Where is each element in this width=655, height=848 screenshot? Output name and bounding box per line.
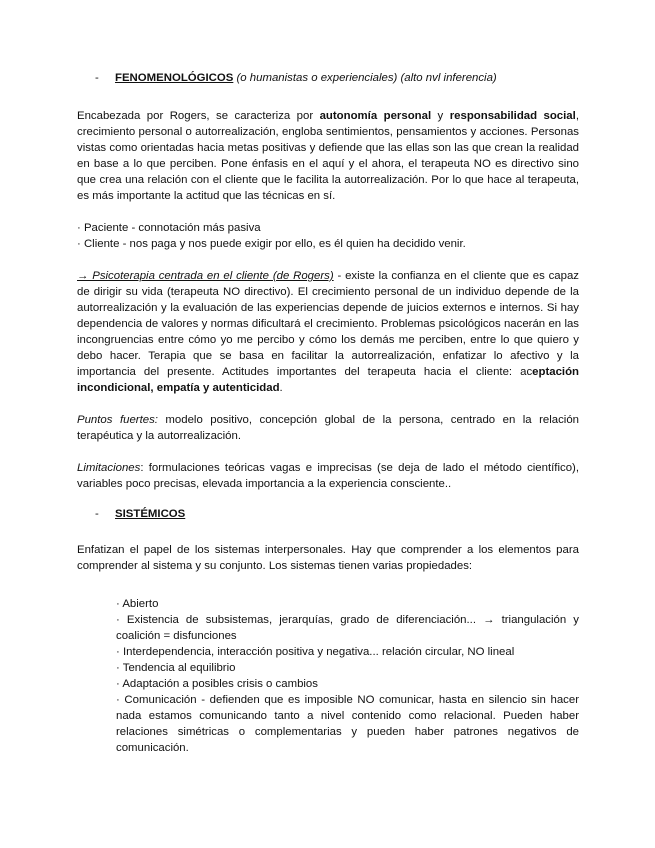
rogers-text-2: . <box>279 382 283 394</box>
systems-intro-paragraph: Enfatizan el papel de los sistemas interpersonales. Hay que comprender a los elementos para comprender al sistema y su conjunto. Los sistemas tienen varias propiedades: <box>77 544 579 572</box>
list-item: · Paciente - connotación más pasiva <box>77 222 261 234</box>
section-heading-fenomenologicos <box>95 70 579 86</box>
heading-dash: - <box>95 508 99 520</box>
section-heading-sistemicos <box>95 506 579 522</box>
rogers-link[interactable]: → Psicoterapia centrada en el cliente (de Rogers) <box>77 270 334 282</box>
limitations-label: Limitaciones <box>77 462 141 474</box>
intro-text-2: y <box>431 110 450 122</box>
roles-list <box>77 220 579 252</box>
heading-dash: - <box>95 72 99 84</box>
strengths-paragraph <box>77 412 579 444</box>
list-item: · Existencia de subsistemas, jerarquías, grado de diferenciación... → triangulación y coalición = disfunciones <box>116 614 579 642</box>
heading-title: FENOMENOLÓGICOS <box>115 72 234 84</box>
limitations-text: : formulaciones teóricas vagas e imprecisas (se deja de lado el método científico), variables poco precisas, elevada importancia a la experiencia consciente.. <box>77 462 579 490</box>
strengths-text: modelo positivo, concepción global de la persona, centrado en la relación terapéutica y la autorrealización. <box>77 414 579 442</box>
strengths-label: Puntos fuertes: <box>77 414 158 426</box>
rogers-paragraph <box>77 268 579 396</box>
intro-text-1: Encabezada por Rogers, se caracteriza por <box>77 110 320 122</box>
list-item: · Comunicación - defienden que es imposible NO comunicar, hasta en silencio sin hacer nada estamos comunicando tanto a nivel contenido como relacional. Pueden haber relaciones simétricas o complementarias y pueden haber patrones negativos de comunicación. <box>116 694 579 754</box>
intro-bold-responsabilidad: responsabilidad social <box>449 110 576 122</box>
list-item: · Adaptación a posibles crisis o cambios <box>116 678 318 690</box>
list-item: · Interdependencia, interacción positiva y negativa... relación circular, NO lineal <box>116 646 515 658</box>
rogers-text-1: - existe la confianza en el cliente que es capaz de dirigir su vida (terapeuta NO directivo). El crecimiento personal de un individuo depende de la autorrealización y la evaluación de las experiencias depende de juicios externos e internos. Si hay dependencia de valores y normas dificultará el crecimiento. Problemas psicológicos nacerán en las incongruencias entre cómo yo me percibo y cómo los demás me perciben, entre lo que quiero y debo hacer. Terapia que se basa en facilitar la autorrealización, enfatizar lo afectivo y la importancia del presente. Actitudes importantes del terapeuta hacia el cliente: ac <box>77 270 579 378</box>
limitations-paragraph <box>77 460 579 492</box>
intro-text-3: , crecimiento personal o autorrealización, engloba sentimientos, pensamientos y acciones. Personas vistas como orientadas hacia metas positivas y defiende que las ellas son las que crean la realidad en base a lo que perciben. Pone énfasis en el aquí y el ahora, el terapeuta NO es directivo sino que crea una relación con el cliente que le facilita la autorrealización. Por lo que hace al terapeuta, es más importante la actitud que las técnicas en sí. <box>77 110 579 202</box>
heading-title: SISTÉMICOS <box>115 508 186 520</box>
list-item: · Abierto <box>116 598 159 610</box>
heading-subtitle: (o humanistas o experienciales) (alto nvl inferencia) <box>233 72 497 84</box>
list-item: · Cliente - nos paga y nos puede exigir por ello, es él quien ha decidido venir. <box>77 238 466 250</box>
properties-list <box>116 596 579 756</box>
intro-paragraph <box>77 108 579 204</box>
intro-bold-autonomia: autonomía personal <box>319 110 432 122</box>
list-item: · Tendencia al equilibrio <box>116 662 236 674</box>
rogers-bold-attitudes: eptación incondicional, empatía y autenticidad <box>77 366 579 394</box>
document-page <box>77 70 579 756</box>
